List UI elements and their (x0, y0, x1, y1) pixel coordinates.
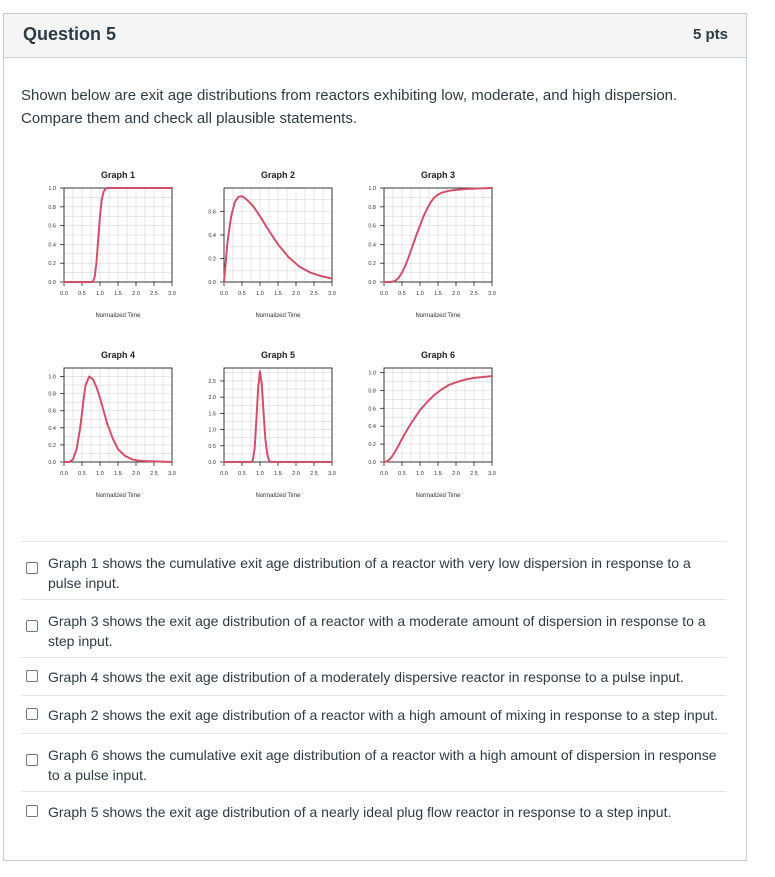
graph-6-xtick-label: 0.0 (380, 471, 388, 477)
question-points: 5 pts (692, 26, 728, 43)
graph-4-xtick-label: 0.0 (60, 471, 68, 477)
graph-2-xtick-label: 0.5 (238, 291, 246, 297)
graph-4 (48, 350, 175, 499)
answer-label-4: Graph 2 shows the exit age distribution of a reactor with a high amount of mixing in response to a step input. (48, 707, 719, 723)
graph-1-ytick-label: 0.2 (48, 261, 56, 268)
graph-4-ytick-label: 1.0 (48, 374, 56, 381)
graph-5 (208, 350, 335, 499)
graph-3-ytick-label: 0.0 (368, 280, 376, 286)
answer-option-3[interactable] (21, 657, 726, 695)
graph-6-xtick-label: 3.0 (488, 471, 496, 477)
graph-6-ytick-label: 0.0 (368, 460, 376, 466)
graph-5-xtick-label: 2.5 (310, 471, 318, 477)
answer-option-6[interactable] (21, 791, 726, 831)
graph-4-xtick-label: 3.0 (168, 471, 176, 477)
answer-label-2: Graph 3 shows the exit age distribution of a reactor with a moderate amount of dispersion in response to a step input. (48, 613, 706, 649)
graph-6-xtick-label: 1.0 (416, 471, 424, 477)
graph-2-ytick-label: 0.2 (208, 256, 216, 263)
graph-2-title: Graph 2 (260, 170, 296, 180)
graph-2-xtick-label: 2.5 (310, 291, 318, 297)
graph-1-ytick-label: 0.8 (48, 204, 56, 211)
graph-2-xlabel: Normalized Time (255, 313, 301, 319)
graph-4-xtick-label: 0.5 (78, 471, 86, 477)
graph-6-title: Graph 6 (420, 350, 456, 360)
graph-5-xtick-label: 3.0 (328, 471, 336, 477)
graph-5-xlabel: Normalized Time (255, 493, 301, 499)
graph-6-xtick-label: 2.5 (470, 471, 478, 477)
graph-2 (208, 170, 335, 319)
graph-6-ytick-label: 0.4 (368, 424, 376, 431)
graph-1-ytick-label: 0.0 (48, 280, 56, 286)
graph-5-xtick-label: 1.5 (274, 471, 282, 477)
graph-3-xtick-label: 1.0 (416, 291, 424, 297)
graph-5-xtick-label: 0.0 (220, 471, 228, 477)
graph-3-xtick-label: 0.0 (380, 291, 388, 297)
graph-6-ytick-label: 0.8 (368, 388, 376, 395)
graph-3-ytick-label: 1.0 (368, 186, 376, 192)
graph-6-ytick-label: 0.2 (368, 442, 376, 449)
answer-option-5[interactable] (21, 733, 726, 791)
graph-4-ytick-label: 0.0 (48, 460, 56, 466)
graph-3-ytick-label: 0.8 (368, 204, 376, 211)
graph-5-xtick-label: 0.5 (238, 471, 246, 477)
graph-2-xtick-label: 1.0 (256, 291, 264, 297)
answer-label-3: Graph 4 shows the exit age distribution of a moderately dispersive reactor in response to a pulse input. (48, 669, 684, 685)
graph-5-ytick-label: 1.5 (208, 411, 216, 418)
graph-2-xtick-label: 2.0 (292, 291, 300, 297)
graph-1-xtick-label: 0.0 (60, 291, 68, 297)
graph-5-xtick-label: 2.0 (292, 471, 300, 477)
graph-4-xtick-label: 1.5 (114, 471, 122, 477)
graph-3-ytick-label: 0.4 (368, 242, 376, 249)
answer-option-2[interactable] (21, 599, 726, 657)
answer-option-4[interactable] (21, 695, 726, 733)
graph-3-xtick-label: 2.0 (452, 291, 460, 297)
graph-5-ytick-label: 1.0 (208, 427, 216, 434)
graph-1-xtick-label: 3.0 (168, 291, 176, 297)
graph-6-xtick-label: 0.5 (398, 471, 406, 477)
graph-1-ytick-label: 0.6 (48, 223, 56, 230)
graph-6-ytick-label: 0.6 (368, 406, 376, 413)
answer-list (21, 541, 726, 831)
graph-6-xtick-label: 1.5 (434, 471, 442, 477)
graph-4-ytick-label: 0.6 (48, 408, 56, 415)
graph-1-ytick-label: 1.0 (48, 186, 56, 192)
graph-6 (368, 350, 495, 499)
graph-1-title: Graph 1 (100, 170, 136, 180)
graph-5-ytick-label: 2.5 (208, 378, 216, 385)
graph-4-xtick-label: 2.5 (150, 471, 158, 477)
graph-2-ytick-label: 0.4 (208, 233, 216, 239)
graph-5-title: Graph 5 (260, 350, 296, 360)
graph-3-xtick-label: 3.0 (488, 291, 496, 297)
question-prompt: Shown below are exit age distributions from reactors exhibiting low, moderate, and high dispersion. Compare them and check all plausible statements. (21, 87, 678, 127)
graph-5-ytick-label: 0.0 (208, 460, 216, 466)
question-title: Question 5 (23, 24, 117, 44)
graph-3-xtick-label: 1.5 (434, 291, 442, 297)
graph-3-ytick-label: 0.2 (368, 261, 376, 268)
answer-checkbox-3[interactable] (26, 670, 38, 682)
graph-3 (368, 170, 495, 319)
graph-1-xtick-label: 1.0 (96, 291, 104, 297)
answer-checkbox-4[interactable] (26, 708, 38, 720)
graph-5-xtick-label: 1.0 (256, 471, 264, 477)
answer-label-5: Graph 6 shows the cumulative exit age distribution of a reactor with a high amount of dispersion in response to a pulse input. (48, 747, 717, 783)
graph-1-xtick-label: 2.0 (132, 291, 140, 297)
graph-1-xlabel: Normalized Time (95, 313, 141, 319)
answer-label-6: Graph 5 shows the exit age distribution of a nearly ideal plug flow reactor in response to a step input. (48, 804, 672, 820)
graph-4-ytick-label: 0.2 (48, 442, 56, 449)
graph-1-xtick-label: 1.5 (114, 291, 122, 297)
graph-3-xtick-label: 2.5 (470, 291, 478, 297)
answer-checkbox-6[interactable] (26, 805, 38, 817)
graph-1-ytick-label: 0.4 (48, 242, 56, 249)
graph-6-xlabel: Normalized Time (415, 493, 461, 499)
answer-option-1[interactable] (21, 541, 726, 599)
graph-4-xlabel: Normalized Time (95, 493, 141, 499)
graph-1 (48, 170, 175, 319)
graph-6-xtick-label: 2.0 (452, 471, 460, 477)
graphs-figure (24, 162, 504, 522)
answer-checkbox-2[interactable] (26, 620, 38, 632)
answer-checkbox-1[interactable] (26, 562, 38, 574)
graph-5-ytick-label: 0.5 (208, 443, 216, 450)
graph-4-ytick-label: 0.8 (48, 391, 56, 398)
graph-1-xtick-label: 2.5 (150, 291, 158, 297)
graph-3-title: Graph 3 (420, 170, 456, 180)
answer-label-1: Graph 1 shows the cumulative exit age distribution of a reactor with very low dispersion in response to a pulse input. (48, 555, 691, 591)
graph-1-xtick-label: 0.5 (78, 291, 86, 297)
graph-3-xtick-label: 0.5 (398, 291, 406, 297)
graph-2-xtick-label: 0.0 (220, 291, 228, 297)
question-header (4, 14, 746, 58)
graph-2-ytick-label: 0.0 (208, 280, 216, 286)
graph-4-ytick-label: 0.4 (48, 425, 56, 432)
graph-4-title: Graph 4 (100, 350, 136, 360)
graph-5-ytick-label: 2.0 (208, 395, 216, 402)
graph-6-ytick-label: 1.0 (368, 370, 376, 377)
answer-checkbox-5[interactable] (26, 754, 38, 766)
graph-3-ytick-label: 0.6 (368, 223, 376, 230)
graph-2-ytick-label: 0.6 (208, 209, 216, 216)
graph-4-xtick-label: 1.0 (96, 471, 104, 477)
graph-3-xlabel: Normalized Time (415, 313, 461, 319)
graph-2-xtick-label: 3.0 (328, 291, 336, 297)
graph-4-xtick-label: 2.0 (132, 471, 140, 477)
graph-2-xtick-label: 1.5 (274, 291, 282, 297)
